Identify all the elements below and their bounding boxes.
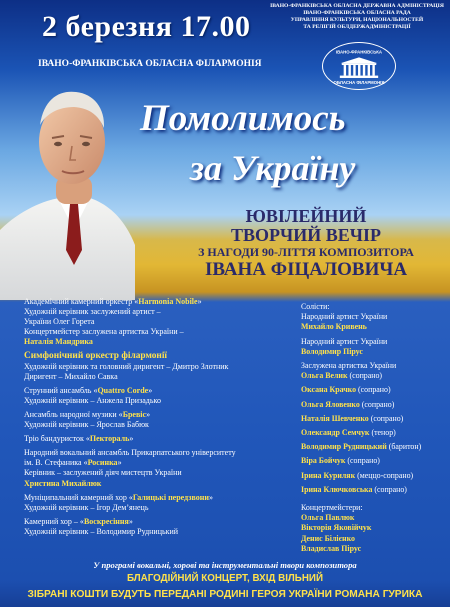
composer-photo-icon [0, 80, 135, 300]
jubilee-line-2: ТВОРЧИЙ ВЕЧІР [231, 225, 381, 245]
credit-line: Художній керівник – Анжела Призадько [24, 395, 161, 405]
soloist-line: Оксана Крачко (сопрано) [301, 385, 391, 395]
credit-line: Художній керівник – Ігор Дем’янець [24, 502, 149, 512]
accompanist-name: Владислав Пірус [301, 543, 362, 553]
title-line-1: Помолимось [140, 98, 346, 139]
soloist-line: Володимир Рудницький (баритон) [301, 442, 422, 452]
organizer-line: ТА РЕЛІГІЙ ОБЛДЕРЖАДМІНІСТРАЦІЇ [303, 24, 411, 30]
credit-line: України Олег Горета [24, 317, 95, 327]
credit-line: Диригент – Михайло Савка [24, 371, 118, 381]
credit-line: Керівник – заслужений діяч мистецтв України [24, 468, 182, 478]
credit-line: Художній керівник та головний диригент – Дмитро Злотник [24, 361, 229, 371]
performers-list [24, 297, 309, 537]
philharmonic-building-icon [323, 43, 395, 89]
ensemble-line: Камерний хор – «Воскресіння» [24, 516, 133, 526]
venue-name: ІВАНО-ФРАНКІВСЬКА ОБЛАСНА ФІЛАРМОНІЯ [38, 59, 262, 69]
soloists-heading: Солісти: [301, 302, 330, 311]
jubilee-line-3: З НАГОДИ 90-ЛІТТЯ КОМПОЗИТОРА [198, 245, 414, 259]
credit-line: Художній керівник заслужений артист – [24, 307, 161, 317]
ensemble-line: Ансамбль народної музики «Бревіс» [24, 409, 151, 419]
composer-name: ІВАНА ФІЦАЛОВИЧА [204, 259, 408, 280]
charity-notice: БЛАГОДІЙНИЙ КОНЦЕРТ, ВХІД ВІЛЬНИЙ [126, 573, 324, 584]
ensemble-line: ім. В. Стефаника «Росинка» [24, 458, 122, 468]
ensemble-name: Пектораль [89, 434, 130, 444]
credit-line: Народний вокальний ансамбль Прикарпатського університету [24, 448, 236, 458]
soloist-line: Ірина Куриляк (меццо-сопрано) [301, 470, 414, 480]
funds-notice: ЗІБРАНІ КОШТИ БУДУТЬ ПЕРЕДАНІ РОДИНІ ГЕРОЯ УКРАЇНИ РОМАНА ГУРИКА [27, 589, 423, 600]
soloist-name: Володимир Пірус [301, 346, 363, 356]
soloist-line: Олександр Семчук (тенор) [301, 428, 396, 438]
soloist-line: Ірина Ключковська (сопрано) [301, 484, 407, 494]
organizer-line: ІВАНО-ФРАНКІВСЬКА ОБЛАСНА РАДА [303, 10, 411, 16]
soloist-title: Народний артист України [301, 312, 388, 322]
credit-line: Художній керівник – Володимир Рудницький [24, 526, 179, 536]
soloist-line: Ольга Велик (сопрано) [301, 371, 383, 381]
ensemble-name: Бревіс [122, 409, 147, 419]
credit-line: Художній керівник – Ярослав Бабюк [24, 420, 149, 430]
soloist-line: Наталія Шевченко (сопрано) [301, 413, 404, 423]
jubilee-block [186, 207, 426, 280]
ensemble-line: Муніципальний камерний хор «Галицькі передзвони» [24, 492, 213, 502]
soloist-line: Віра Бойчук (сопрано) [301, 456, 380, 466]
organizer-line: УПРАВЛІННЯ КУЛЬТУРИ, НАЦІОНАЛЬНОСТЕЙ [290, 17, 424, 23]
organizers-block [268, 3, 446, 31]
soloist-title: Народний артист України [301, 336, 388, 346]
ensemble-line: Струнний ансамбль «Quattro Corde» [24, 385, 153, 395]
credit-name: Христина Михайлюк [24, 478, 102, 488]
ensemble-name: Harmonia Nobile [138, 297, 198, 306]
soloist-name: Михайло Кривень [301, 322, 367, 332]
ensemble-name: Quattro Corde [97, 385, 149, 395]
program-note: У програмі вокальні, хорові та інструментальні твори композитора [93, 560, 357, 570]
ensemble-line: Академічний камерний оркестр «Harmonia Nobile» [24, 297, 202, 306]
soloist-title: Заслужена артистка України [301, 361, 397, 371]
credit-name: Наталія Мандрика [24, 337, 93, 347]
logo-top-text: ІВАНО-ФРАНКІВСЬКА [335, 49, 383, 55]
jubilee-line-1: ЮВІЛЕЙНИЙ [245, 206, 367, 226]
organizer-line: ІВАНО-ФРАНКІВСЬКА ОБЛАСНА ДЕРЖАВНА АДМІНІСТРАЦІЯ [270, 3, 444, 9]
logo-bottom-text: ОБЛАСНА ФІЛАРМОНІЯ [333, 80, 385, 86]
accompanist-name: Ольга Павлюк [301, 513, 355, 523]
credit-line: Концертмейстер заслужена артистка України – [24, 327, 184, 337]
composer-portrait [0, 80, 135, 300]
soloist-line: Ольга Яловенко (сопрано) [301, 399, 395, 409]
accompanist-name: Денис Білієнко [301, 533, 355, 543]
philharmonic-logo [322, 42, 396, 90]
ensemble-name: Симфонічний оркестр філармонії [24, 351, 168, 362]
title-line-2: за Україну [190, 148, 356, 188]
ensemble-name: Росинка [87, 458, 118, 468]
concert-date: 2 березня 17.00 [42, 10, 251, 43]
ensemble-name: Галицькі передзвони [132, 492, 209, 502]
soloists-list [301, 302, 449, 554]
ensemble-name: Воскресіння [83, 516, 129, 526]
accompanist-name: Вікторія Яковійчук [301, 523, 372, 533]
ensemble-line: Тріо бандуристок «Пектораль» [24, 434, 134, 444]
accompanists-heading: Концертмейстери: [301, 503, 363, 513]
